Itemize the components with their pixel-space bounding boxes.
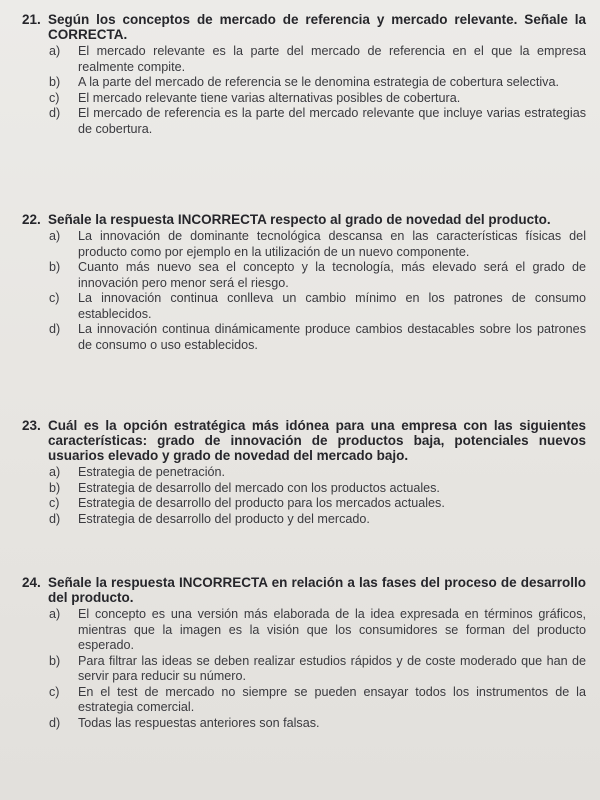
question-number: 23. [22, 418, 41, 433]
option-text: La innovación continua conlleva un cambio mínimo en los patrones de consumo establecidos. [78, 291, 586, 321]
option-c [22, 685, 586, 716]
question-text: Señale la respuesta INCORRECTA en relación a las fases del proceso de desarrollo del producto. [48, 575, 586, 605]
option-d [22, 716, 586, 732]
question-text: Cuál es la opción estratégica más idónea para una empresa con las siguientes características: grado de innovación de productos baja, potenciales nuevos usuarios elevado y grado de novedad del mercado bajo. [48, 418, 586, 463]
option-letter: a) [49, 465, 61, 479]
question-title [22, 575, 586, 605]
option-letter: d) [49, 511, 61, 526]
question-title [22, 212, 586, 227]
option-a [22, 229, 586, 260]
option-d [22, 106, 586, 137]
option-text: Estrategia de desarrollo del producto y del mercado. [78, 511, 370, 526]
options-list [22, 229, 586, 353]
option-c [22, 291, 586, 322]
question-number: 21. [22, 12, 41, 27]
option-text: El mercado relevante tiene varias alternativas posibles de cobertura. [78, 90, 461, 105]
option-text: El mercado de referencia es la parte del mercado relevante que incluye varias estrategias de cobertura. [78, 106, 586, 136]
option-text: A la parte del mercado de referencia se le denomina estrategia de cobertura selectiva. [78, 75, 559, 89]
option-c [22, 91, 586, 107]
question-22 [22, 212, 586, 353]
option-text: La innovación de dominante tecnológica descansa en las características físicas del producto como por ejemplo en la utilización de un nuevo componente. [78, 229, 586, 259]
question-title [22, 418, 586, 463]
options-list [22, 44, 586, 137]
option-text: En el test de mercado no siempre se pueden ensayar todos los instrumentos de la estrategia comercial. [78, 684, 586, 714]
option-text: Estrategia de desarrollo del producto para los mercados actuales. [78, 496, 445, 510]
question-title [22, 12, 586, 42]
option-text: Estrategia de desarrollo del mercado con los productos actuales. [78, 480, 440, 495]
option-letter: c) [49, 291, 60, 305]
option-b [22, 481, 586, 497]
option-letter: b) [49, 480, 61, 495]
option-letter: a) [49, 44, 61, 58]
question-21 [22, 12, 586, 137]
option-text: Todas las respuestas anteriores son falsas. [78, 715, 320, 730]
option-d [22, 322, 586, 353]
question-text: Según los conceptos de mercado de referencia y mercado relevante. Señale la CORRECTA. [48, 12, 586, 42]
option-a [22, 607, 586, 654]
option-text: El concepto es una versión más elaborada de la idea expresada en términos gráficos, mientras que la imagen es la visión que los consumidores se forman del producto esperado. [78, 607, 586, 652]
option-text: Para filtrar las ideas se deben realizar estudios rápidos y de coste moderado que han de servir para reducir su número. [78, 653, 586, 683]
option-letter: b) [49, 653, 61, 668]
option-letter: a) [49, 229, 61, 243]
option-letter: c) [49, 496, 60, 510]
question-number: 22. [22, 212, 41, 227]
option-letter: a) [49, 607, 61, 621]
option-letter: b) [49, 260, 61, 274]
option-b [22, 75, 586, 91]
question-24 [22, 575, 586, 731]
option-letter: c) [49, 684, 60, 699]
question-number: 24. [22, 575, 41, 590]
option-letter: b) [49, 75, 61, 89]
option-b [22, 260, 586, 291]
question-23 [22, 418, 586, 527]
options-list [22, 465, 586, 527]
option-b [22, 654, 586, 685]
option-letter: d) [49, 715, 61, 730]
option-letter: c) [49, 90, 60, 105]
option-a [22, 44, 586, 75]
option-c [22, 496, 586, 512]
option-d [22, 512, 586, 528]
option-letter: d) [49, 106, 61, 120]
option-text: La innovación continua dinámicamente produce cambios destacables sobre los patrones de consumo o uso establecidos. [78, 322, 586, 352]
question-text: Señale la respuesta INCORRECTA respecto al grado de novedad del producto. [48, 212, 551, 227]
option-text: Cuanto más nuevo sea el concepto y la tecnología, más elevado será el grado de innovación pero menor será el riesgo. [78, 260, 586, 290]
option-text: Estrategia de penetración. [78, 465, 226, 479]
option-letter: d) [49, 322, 61, 336]
option-text: El mercado relevante es la parte del mercado de referencia en el que la empresa realmente compite. [78, 44, 586, 74]
options-list [22, 607, 586, 731]
option-a [22, 465, 586, 481]
